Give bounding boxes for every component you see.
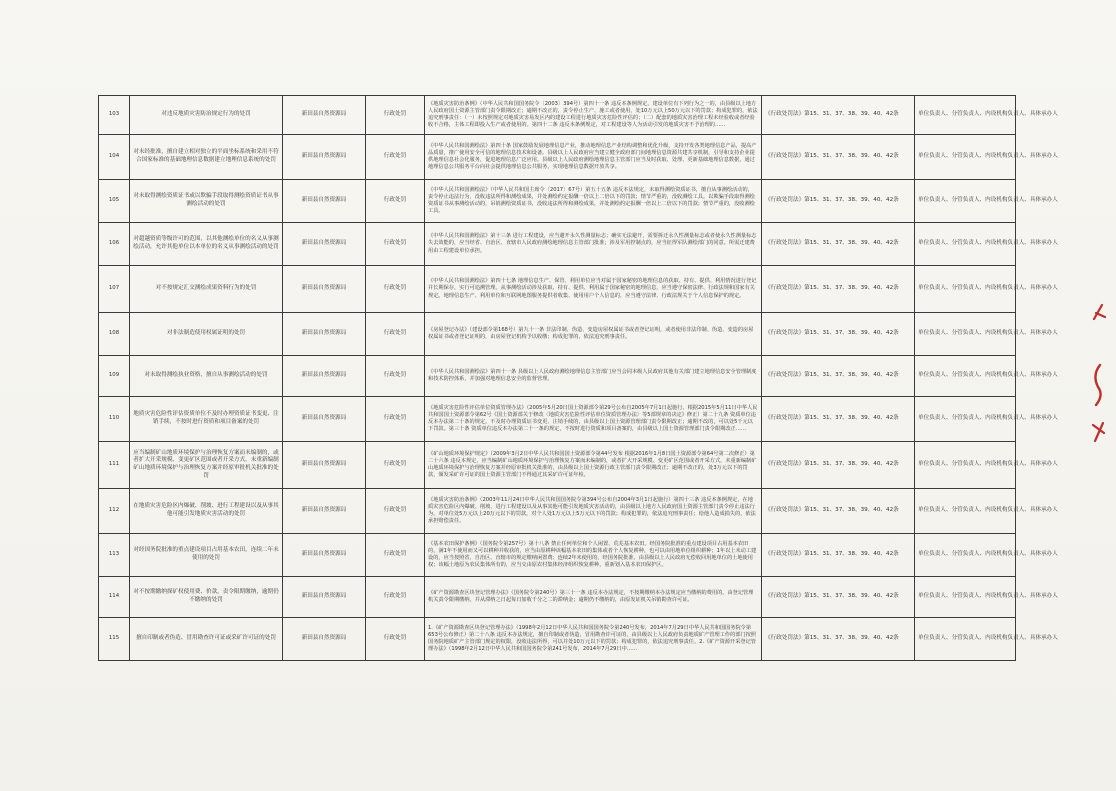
liability-clause-cell: 《行政处罚法》第15、31、37、38、39、40、42条: [762, 180, 915, 223]
item-name-cell: 对超越资质等级许可的范围，以其他测绘单位的名义从事测绘活动，允许其他单位以本单位的名义从事测绘活动的处罚: [130, 223, 283, 266]
table-row: [99, 356, 1016, 397]
item-name-cell: 地质灾害危险性评估资质单位不及时办理资质证书变更、注销手续，不按时进行资质和项目备案的处罚: [130, 397, 283, 442]
item-name-cell: 对未取得测绘资质证书或以欺骗手段取得测绘资质证书从事测绘活动的处罚: [130, 180, 283, 223]
legal-basis-cell: 《中华人民共和国测绘法》第四十条 国家鼓励发展地理信息产业，推动地理信息产业结构调整和优化升级，支持开发各类地理信息产品，提高产品质量，推广使用安全可信的地理信息技术和设备。县级以上人民政府应当建立健全政府部门间地理信息资源共建共享机制，引导和支持企业提供地理信息社会化服务，促进地理信息广泛应用。县级以上人民政府测绘地理信息主管部门应当及时获取、处理、更新基础地理信息数据，通过地理信息公共服务平台向社会提供地理信息公共服务，实现地理信息数据开放共享。: [425, 135, 762, 180]
item-name-cell: 对不按规定汇交测绘成果资料行为的处罚: [130, 266, 283, 313]
power-type-cell: 行政处罚: [366, 223, 425, 266]
red-stamp-fragment: [1088, 295, 1110, 475]
liability-clause-cell: 《行政处罚法》第15、31、37、38、39、40、42条: [762, 266, 915, 313]
legal-basis-cell: 《中华人民共和国测绘法》第十三条 进行工程建设，应当避开永久性测量标志；确实无法避开，需要拆迁永久性测量标志或者使永久性测量标志失去效能的，应当经省、自治区、直辖市人民政府测绘地理信息主管部门批准；涉及军用控制点的，应当征得军队测绘部门的同意。所需迁建费用由工程建设单位承担。: [425, 223, 762, 266]
row-number-cell: 103: [99, 96, 130, 135]
power-type-cell: 行政处罚: [366, 313, 425, 356]
department-cell: 新田县自然资源局: [283, 266, 366, 313]
legal-basis-cell: 《地质灾害防治条例》（2003年11月24日中华人民共和国国务院令第394号公布自2004年3月1日起施行）第四十三条 违反本条例规定，在地质灾害危险区内爆破、削坡、进行工程建设以及从事其他可能引发地质灾害活动的，由县级以上地方人民政府国土资源主管部门责令停止违法行为，对单位处5万元以上20万元以下的罚款，对个人处1万元以上5万元以下的罚款；构成犯罪的，依法追究刑事责任；给他人造成损失的，依法承担赔偿责任。: [425, 489, 762, 534]
department-cell: 新田县自然资源局: [283, 489, 366, 534]
liability-clause-cell: 《行政处罚法》第15、31、37、38、39、40、42条: [762, 534, 915, 577]
table-row: [99, 618, 1016, 661]
department-cell: 新田县自然资源局: [283, 618, 366, 661]
responsible-persons-cell: 单位负责人、分管负责人、内设机构负责人、具体承办人: [915, 180, 1016, 223]
table-row: [99, 534, 1016, 577]
legal-basis-cell: 《中华人民共和国测绘法》第四十七条 地理信息生产、保管、利用单位应当对属于国家秘密的地理信息的获取、持有、提供、利用情况进行登记并长期保存，实行可追溯管理。从事测绘活动涉及获取、持有、提供、利用属于国家秘密的地理信息，应当遵守保密法律、行政法规和国家有关规定。地理信息生产、利用单位和互联网地图服务提供者收集、使用用户个人信息的，应当遵守法律、行政法规关于个人信息保护的规定。: [425, 266, 762, 313]
responsible-persons-cell: 单位负责人、分管负责人、内设机构负责人、具体承办人: [915, 223, 1016, 266]
department-cell: 新田县自然资源局: [283, 223, 366, 266]
responsible-persons-cell: 单位负责人、分管负责人、内设机构负责人、具体承办人: [915, 266, 1016, 313]
item-name-cell: 擅自印制或者伪造、冒用勘查许可证或采矿许可证的处罚: [130, 618, 283, 661]
liability-clause-cell: 《行政处罚法》第15、31、37、38、39、40、42条: [762, 618, 915, 661]
table-row: [99, 266, 1016, 313]
responsible-persons-cell: 单位负责人、分管负责人、内设机构负责人、具体承办人: [915, 577, 1016, 618]
item-name-cell: 对不按期缴纳探矿权使用费、价款，责令限期缴纳，逾期仍不缴纳的处罚: [130, 577, 283, 618]
table-row: [99, 223, 1016, 266]
liability-clause-cell: 《行政处罚法》第15、31、37、38、39、40、42条: [762, 223, 915, 266]
responsible-persons-cell: 单位负责人、分管负责人、内设机构负责人、具体承办人: [915, 489, 1016, 534]
power-type-cell: 行政处罚: [366, 135, 425, 180]
legal-basis-cell: 1.《矿产资源勘查区块登记管理办法》（1998年2月12日中华人民共和国国务院令第240号发布，2014年7月29日中华人民共和国国务院令第653号公布修正）第二十八条 违反本办法规定，擅自印制或者伪造、冒用勘查许可证的，由县级以上人民政府负责地质矿产管理工作的部门按照国务院地质矿产主管部门规定的权限，没收违法所得，可以并处10万元以下的罚款；构成犯罪的，依法追究刑事责任。2.《矿产资源开采登记管理办法》（1998年2月12日中华人民共和国国务院令第241号发布，2014年7月29日中……: [425, 618, 762, 661]
row-number-cell: 109: [99, 356, 130, 397]
row-number-cell: 115: [99, 618, 130, 661]
row-number-cell: 110: [99, 397, 130, 442]
table-row: [99, 313, 1016, 356]
table-row: [99, 442, 1016, 489]
power-type-cell: 行政处罚: [366, 356, 425, 397]
department-cell: 新田县自然资源局: [283, 356, 366, 397]
liability-clause-cell: 《行政处罚法》第15、31、37、38、39、40、42条: [762, 577, 915, 618]
power-type-cell: 行政处罚: [366, 577, 425, 618]
row-number-cell: 104: [99, 135, 130, 180]
table-row: [99, 135, 1016, 180]
department-cell: 新田县自然资源局: [283, 135, 366, 180]
power-type-cell: 行政处罚: [366, 442, 425, 489]
legal-basis-cell: 《中华人民共和国测绘法》（中华人民共和国主席令〔2017〕67号）第五十五条 违反本法规定，未取得测绘资质证书，擅自从事测绘活动的，责令停止违法行为，没收违法所得和测绘成果，并处测绘约定报酬一倍以上二倍以下的罚款；情节严重的，没收测绘工具。以欺骗手段取得测绘资质证书从事测绘活动的，吊销测绘资质证书，没收违法所得和测绘成果，并处测绘约定报酬一倍以上二倍以下的罚款；情节严重的，没收测绘工具。: [425, 180, 762, 223]
item-name-cell: 对未取得测绘执业资格，擅自从事测绘活动的处罚: [130, 356, 283, 397]
row-number-cell: 106: [99, 223, 130, 266]
row-number-cell: 113: [99, 534, 130, 577]
item-name-cell: 对非法制造使用权属证明的处罚: [130, 313, 283, 356]
liability-clause-cell: 《行政处罚法》第15、31、37、38、39、40、42条: [762, 96, 915, 135]
liability-clause-cell: 《行政处罚法》第15、31、37、38、39、40、42条: [762, 313, 915, 356]
item-name-cell: 应当编制矿山地质环境保护与治理恢复方案而未编制的，或者扩大开采规模、变更矿区范围或者开采方式，未重新编制矿山地质环境保护与治理恢复方案并经原审批机关批准的处罚: [130, 442, 283, 489]
legal-basis-cell: 《房屋登记办法》（建设部令第168号）第九十一条 非法印制、伪造、变造房屋权属证书或者登记证明，或者使用非法印制、伪造、变造的房屋权属证书或者登记证明的，由房屋登记机构予以收缴；构成犯罪的，依法追究刑事责任。: [425, 313, 762, 356]
penalty-table-body: [99, 96, 1058, 661]
legal-basis-cell: 《矿产资源勘查区块登记管理办法》（国务院令第240号）第三十一条 违反本办法规定，不按期缴纳本办法规定应当缴纳的费用的，由登记管理机关责令限期缴纳，并从滞纳之日起每日加收千分之二的滞纳金；逾期仍不缴纳的，由原发证机关吊销勘查许可证。: [425, 577, 762, 618]
department-cell: 新田县自然资源局: [283, 96, 366, 135]
department-cell: 新田县自然资源局: [283, 577, 366, 618]
department-cell: 新田县自然资源局: [283, 397, 366, 442]
legal-basis-cell: 《基本农田保护条例》（国务院令第257号）第十八条 禁止任何单位和个人闲置、荒芜基本农田。经国务院批准的重点建设项目占用基本农田的，满1年不使用而又可以耕种并收获的，应当由原耕种该幅基本农田的集体或者个人恢复耕种，也可以由用地单位组织耕种；1年以上未动工建设的，应当按照省、自治区、直辖市的规定缴纳闲置费；连续2年未使用的，经国务院批准，由县级以上人民政府无偿收回用地单位的土地使用权；该幅土地原为农民集体所有的，应当交由原农村集体经济组织恢复耕种，重新划入基本农田保护区。: [425, 534, 762, 577]
table-row: [99, 489, 1016, 534]
legal-basis-cell: 《地质灾害防治条例》（中华人民共和国国务院令〔2003〕394号）第四十一条 违反本条例规定，建设单位有下列行为之一的，由县级以上地方人民政府国土资源主管部门责令限期改正；逾期不改正的，责令停止生产、施工或者使用，处10万元以上50万元以下的罚款；构成犯罪的，依法追究刑事责任：（一）未按照规定对地质灾害易发区内的建设工程进行地质灾害危险性评估的；（二）配套的地质灾害治理工程未经验收或者经验收不合格，主体工程即投入生产或者使用的。第四十二条 违反本条例规定，对工程建设等人为活动引发的地质灾害不予治理的……: [425, 96, 762, 135]
department-cell: 新田县自然资源局: [283, 180, 366, 223]
department-cell: 新田县自然资源局: [283, 534, 366, 577]
table-row: [99, 397, 1016, 442]
responsible-persons-cell: 单位负责人、分管负责人、内设机构负责人、具体承办人: [915, 442, 1016, 489]
item-name-cell: 在地质灾害危险区内爆破、削坡、进行工程建设以及从事其他可能引发地质灾害活动的处罚: [130, 489, 283, 534]
power-type-cell: 行政处罚: [366, 96, 425, 135]
table-row: [99, 96, 1016, 135]
table-row: [99, 180, 1016, 223]
liability-clause-cell: 《行政处罚法》第15、31、37、38、39、40、42条: [762, 489, 915, 534]
legal-basis-cell: 《矿山地质环境保护规定》（2009年3月2日中华人民共和国国土资源部令第44号发布 根据2016年1月8日国土资源部令第64号第二次修正）第二十六条 违反本规定，应当编制矿山地质环境保护与治理恢复方案而未编制的，或者扩大开采规模、变更矿区范围或者开采方式，未重新编制矿山地质环境保护与治理恢复方案并经原审批机关批准的，由县级以上国土资源行政主管部门责令限期改正；逾期不改正的，处3万元以下的罚款，颁发采矿许可证的国土资源主管部门不得通过其采矿许可证年检。: [425, 442, 762, 489]
row-number-cell: 112: [99, 489, 130, 534]
department-cell: 新田县自然资源局: [283, 442, 366, 489]
row-number-cell: 114: [99, 577, 130, 618]
power-type-cell: 行政处罚: [366, 618, 425, 661]
power-type-cell: 行政处罚: [366, 266, 425, 313]
liability-clause-cell: 《行政处罚法》第15、31、37、38、39、40、42条: [762, 135, 915, 180]
responsible-persons-cell: 单位负责人、分管负责人、内设机构负责人、具体承办人: [915, 313, 1016, 356]
responsible-persons-cell: 单位负责人、分管负责人、内设机构负责人、具体承办人: [915, 135, 1016, 180]
penalty-table: [98, 95, 1058, 661]
row-number-cell: 108: [99, 313, 130, 356]
responsible-persons-cell: 单位负责人、分管负责人、内设机构负责人、具体承办人: [915, 356, 1016, 397]
liability-clause-cell: 《行政处罚法》第15、31、37、38、39、40、42条: [762, 356, 915, 397]
responsible-persons-cell: 单位负责人、分管负责人、内设机构负责人、具体承办人: [915, 534, 1016, 577]
liability-clause-cell: 《行政处罚法》第15、31、37、38、39、40、42条: [762, 442, 915, 489]
item-name-cell: 对违反地质灾害防治规定行为的处罚: [130, 96, 283, 135]
legal-basis-cell: 《地质灾害危险性评估单位资质管理办法》（2005年5月20日国土资源部令第29号公布自2005年7月1日起施行，根据2015年5月11日中华人民共和国国土资源部令第62号《国土资源部关于修改〈地质灾害危险性评估单位资质管理办法〉等5部规章的决定》修正）第二十九条 资质单位违反本办法第二十条的规定，不及时办理资质证书变更、注销手续的，由县级以上国土资源管理部门责令限期改正；逾期不改的，可以处5千元以下罚款。第三十条 资质单位违反本办法第二十一条的规定，不按时进行资质和项目备案的，由县级以上国土资源管理部门责令限期改正……: [425, 397, 762, 442]
item-name-cell: 对经国务院批准的重点建设项目占用基本农田，连续二年未使用的处罚: [130, 534, 283, 577]
liability-clause-cell: 《行政处罚法》第15、31、37、38、39、40、42条: [762, 397, 915, 442]
power-type-cell: 行政处罚: [366, 397, 425, 442]
row-number-cell: 107: [99, 266, 130, 313]
department-cell: 新田县自然资源局: [283, 313, 366, 356]
legal-basis-cell: 《中华人民共和国测绘法》第四十一条 县级以上人民政府测绘地理信息主管部门应当会同本级人民政府其他有关部门建立地理信息安全管理制度和技术防控体系，并加强对地理信息安全的监督管理。: [425, 356, 762, 397]
responsible-persons-cell: 单位负责人、分管负责人、内设机构负责人、具体承办人: [915, 618, 1016, 661]
power-type-cell: 行政处罚: [366, 489, 425, 534]
table-row: [99, 577, 1016, 618]
row-number-cell: 105: [99, 180, 130, 223]
responsible-persons-cell: 单位负责人、分管负责人、内设机构负责人、具体承办人: [915, 96, 1016, 135]
responsible-persons-cell: 单位负责人、分管负责人、内设机构负责人、具体承办人: [915, 397, 1016, 442]
item-name-cell: 对未经批准，擅自建立相对独立的平面坐标系统和采用不符合国家标准的基础地理信息数据建立地理信息系统的处罚: [130, 135, 283, 180]
power-type-cell: 行政处罚: [366, 180, 425, 223]
power-type-cell: 行政处罚: [366, 534, 425, 577]
row-number-cell: 111: [99, 442, 130, 489]
